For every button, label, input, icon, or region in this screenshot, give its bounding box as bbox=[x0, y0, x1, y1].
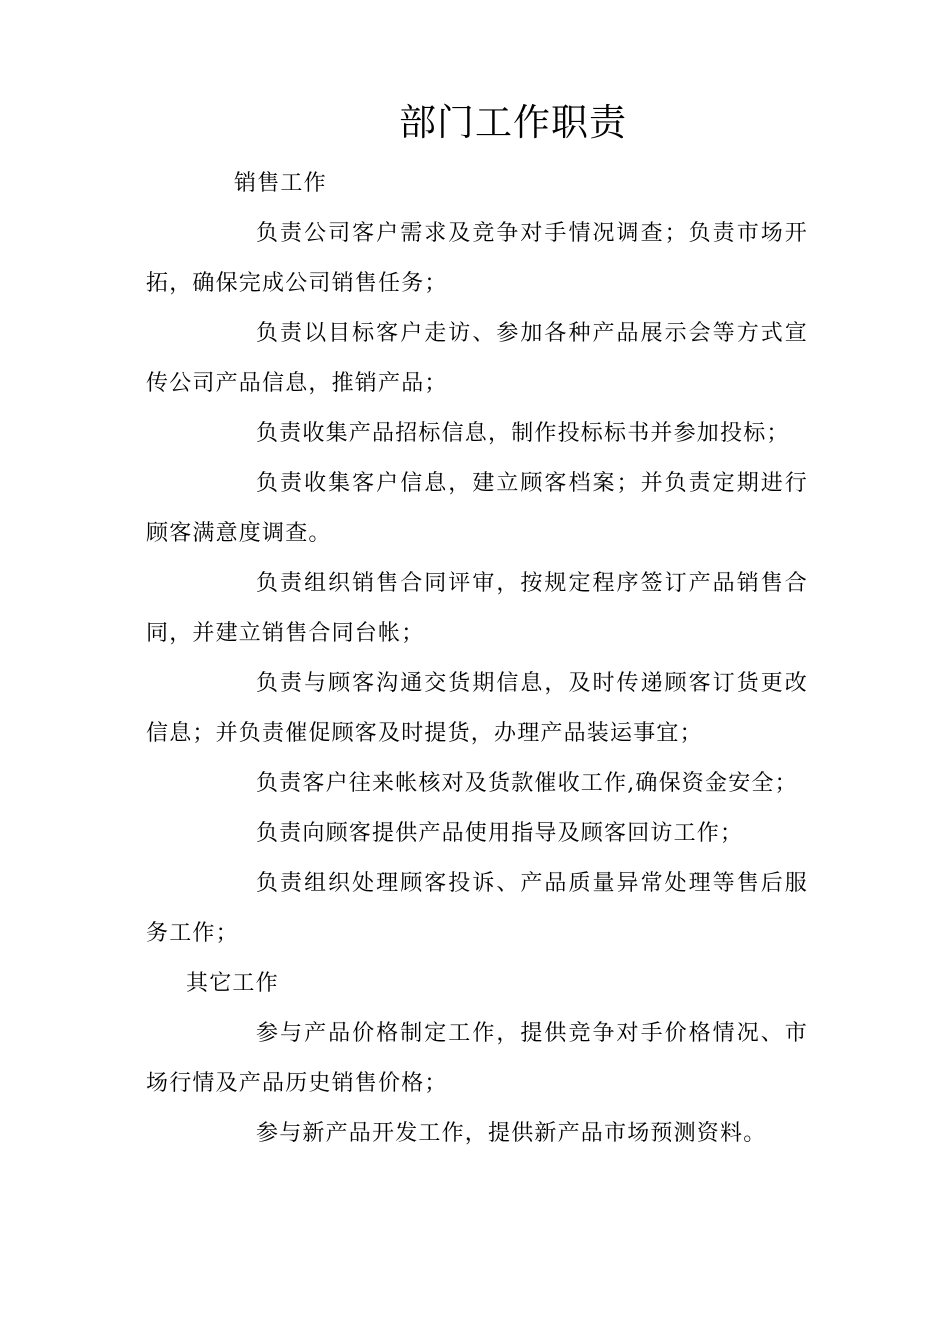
duty-item: 负责组织销售合同评审，按规定程序签订产品销售合同，并建立销售合同台帐； bbox=[146, 571, 808, 646]
duty-item: 负责向顾客提供产品使用指导及顾客回访工作； bbox=[256, 821, 744, 846]
duty-item: 负责收集客户信息，建立顾客档案；并负责定期进行顾客满意度调查。 bbox=[146, 471, 808, 546]
duty-item: 参与新产品开发工作，提供新产品市场预测资料。 bbox=[256, 1121, 767, 1146]
duty-item: 参与产品价格制定工作，提供竞争对手价格情况、市场行情及产品历史销售价格； bbox=[146, 1021, 808, 1096]
document-title: 部门工作职责 bbox=[399, 101, 627, 144]
section-heading-sales: 销售工作 bbox=[234, 171, 327, 196]
duty-item: 负责客户往来帐核对及货款催收工作,确保资金安全； bbox=[256, 771, 798, 796]
document-body bbox=[146, 159, 808, 1159]
duty-item: 负责以目标客户走访、参加各种产品展示会等方式宣传公司产品信息，推销产品； bbox=[146, 321, 808, 396]
duty-item: 负责组织处理顾客投诉、产品质量异常处理等售后服务工作； bbox=[146, 871, 808, 946]
section-heading-other: 其它工作 bbox=[186, 971, 279, 996]
section-sales bbox=[146, 159, 808, 959]
duty-item: 负责公司客户需求及竞争对手情况调查；负责市场开拓，确保完成公司销售任务； bbox=[146, 221, 808, 296]
duty-item: 负责与顾客沟通交货期信息，及时传递顾客订货更改信息；并负责催促顾客及时提货，办理产品装运事宜； bbox=[146, 671, 808, 746]
duty-item: 负责收集产品招标信息，制作投标标书并参加投标； bbox=[256, 421, 790, 446]
section-other bbox=[146, 959, 808, 1159]
